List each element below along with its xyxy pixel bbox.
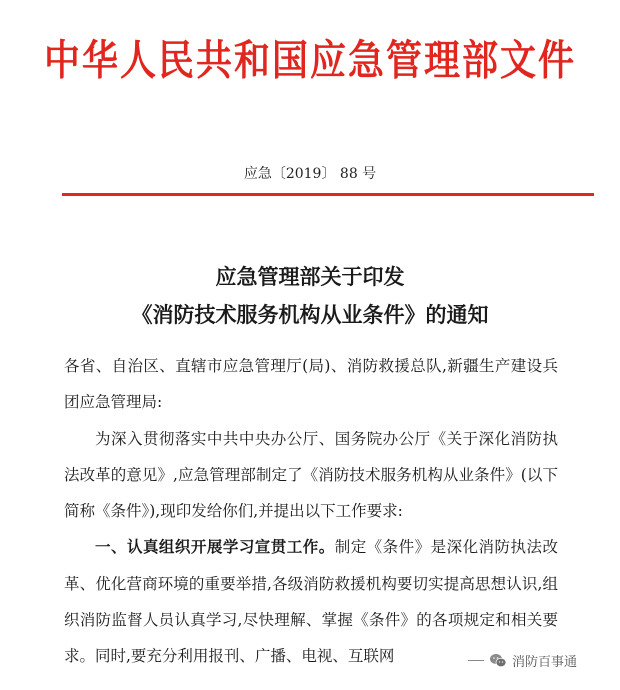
wechat-watermark — [468, 651, 577, 670]
document-header-title: 中华人民共和国应急管理部文件 — [43, 37, 576, 85]
red-divider-line — [62, 193, 594, 196]
addressee: 各省、自治区、直辖市应急管理厅(局)、消防救援总队,新疆生产建设兵团应急管理局: — [64, 357, 558, 412]
wechat-icon — [489, 653, 507, 669]
notice-title-line-2: 《消防技术服务机构从业条件》的通知 — [131, 302, 489, 327]
paragraph-intro: 为深入贯彻落实中共中央办公厅、国务院办公厅《关于深化消防执法改革的意见》,应急管理部制定了《消防技术服务机构从业条件》(以下简称《条件》),现印发给你们,并提出以下工作要求: — [64, 429, 558, 521]
section-1-heading: 一、认真组织开展学习宣贯工作。 — [95, 537, 335, 557]
watermark-text: 消防百事通 — [512, 655, 578, 670]
document-body — [64, 348, 558, 675]
notice-title — [0, 258, 620, 334]
section-1-text: 制定《条件》是深化消防执法改革、优化营商环境的重要举措,各级消防救援机构要切实提高思想认识,组织消防监督人员认真学习,尽快理解、掌握《条件》的各项规定和相关要求。同时,要充分利用报刊、广播、电视、互联网 — [64, 538, 558, 666]
notice-title-line-1: 应急管理部关于印发 — [215, 264, 405, 289]
document-number: 应急〔2019〕 88 号 — [243, 166, 377, 182]
watermark-dash — [468, 660, 484, 661]
